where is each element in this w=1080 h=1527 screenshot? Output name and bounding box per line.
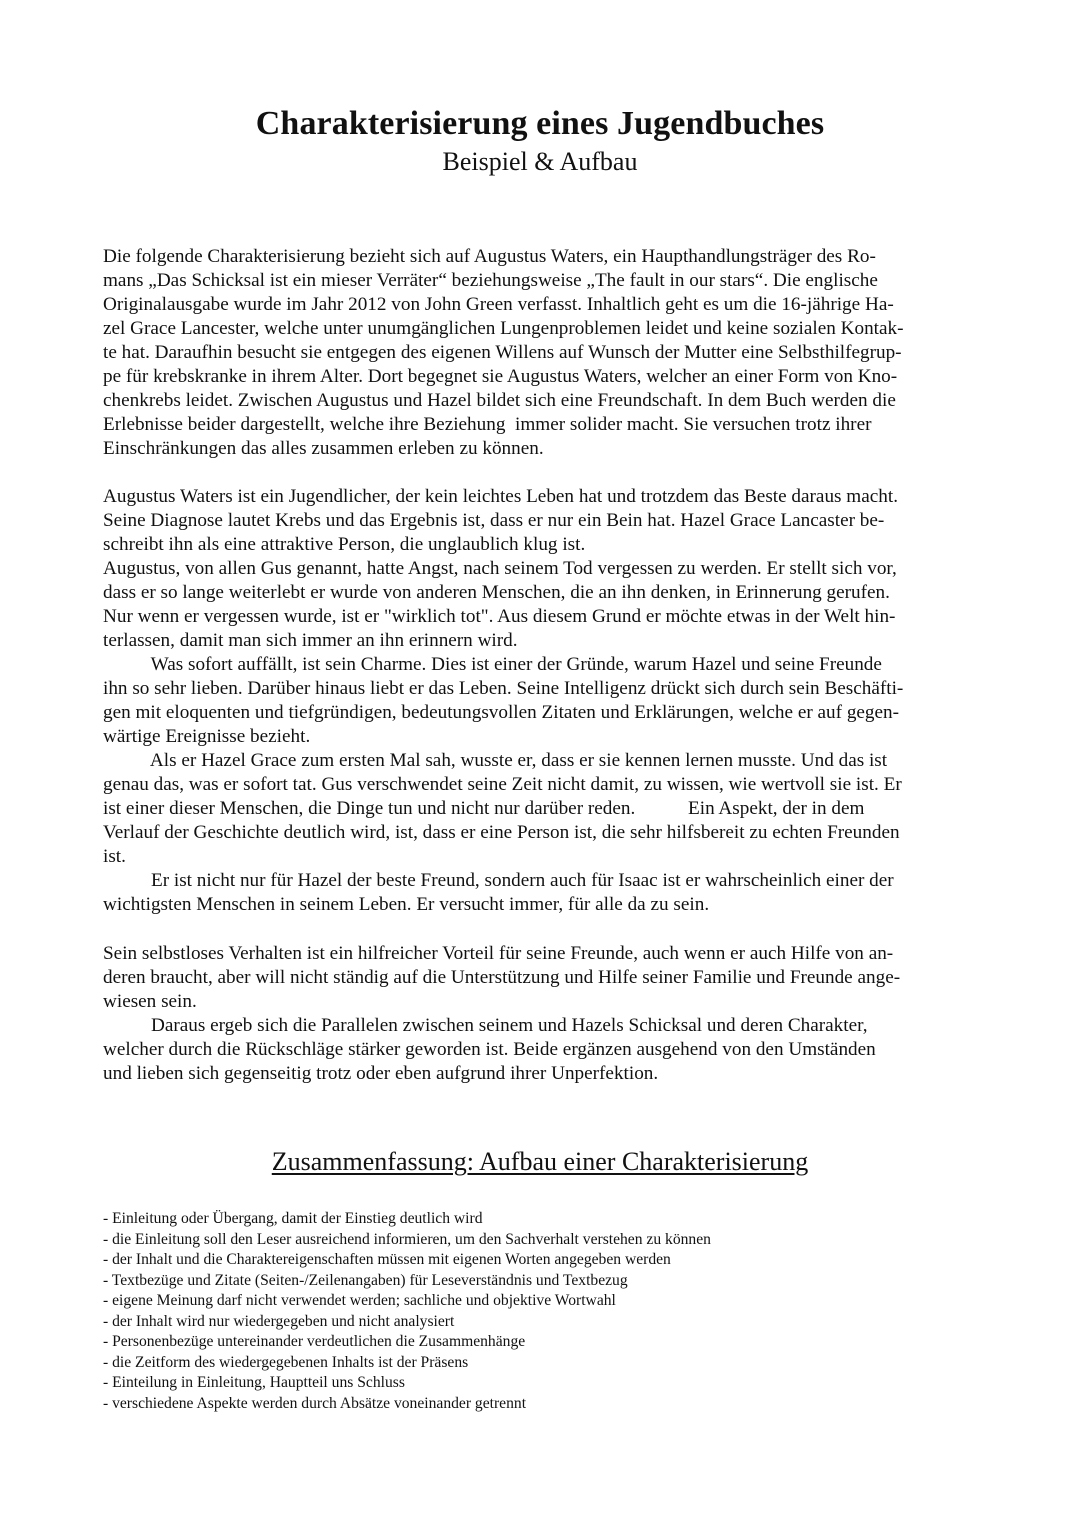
text-line: Erlebnisse beider dargestellt, welche ihre Beziehung immer solider macht. Sie versuchen trotz ihrer xyxy=(103,414,872,435)
text-line: mans „Das Schicksal ist ein mieser Verräter“ beziehungsweise „The fault in our stars“. Die englische xyxy=(103,270,878,291)
text-line: wärtige Ereignisse bezieht. xyxy=(103,726,311,747)
list-item: - eigene Meinung darf nicht verwendet werden; sachliche und objektive Wortwahl xyxy=(103,1292,616,1309)
text-line: zel Grace Lancester, welche unter unumgänglichen Lungenproblemen leidet und keine sozialen Kontak- xyxy=(103,318,904,339)
text-line: te hat. Daraufhin besucht sie entgegen des eigenen Willens auf Wunsch der Mutter eine Selbsthilfegrup- xyxy=(103,342,902,363)
text-line: Seine Diagnose lautet Krebs und das Ergebnis ist, dass er nur ein Bein hat. Hazel Grace Lancaster be- xyxy=(103,510,885,531)
text-line: Nur wenn er vergessen wurde, ist er "wirklich tot". Aus diesem Grund er möchte etwas in der Welt hin- xyxy=(103,606,896,627)
text-line: wiesen sein. xyxy=(103,991,197,1012)
text-line: Was sofort auffällt, ist sein Charme. Dies ist einer der Gründe, warum Hazel und seine Freunde xyxy=(103,654,882,675)
document-title: Charakterisierung eines Jugendbuches xyxy=(255,105,825,142)
text-line: Augustus Waters ist ein Jugendlicher, der kein leichtes Leben hat und trotzdem das Beste daraus macht. xyxy=(103,486,898,507)
list-item: - Einteilung in Einleitung, Hauptteil uns Schluss xyxy=(103,1374,405,1391)
text-line: Originalausgabe wurde im Jahr 2012 von John Green verfasst. Inhaltlich geht es um die 16-jährige Ha- xyxy=(103,294,894,315)
text-line: und lieben sich gegenseitig trotz oder eben aufgrund ihrer Unperfektion. xyxy=(103,1063,659,1084)
summary-heading: Zusammenfassung: Aufbau einer Charakterisierung xyxy=(271,1147,809,1176)
text-line: schreibt ihn als eine attraktive Person, die unglaublich klug ist. xyxy=(103,534,586,555)
list-item: - der Inhalt und die Charaktereigenschaften müssen mit eigenen Worten angegeben werden xyxy=(103,1251,671,1268)
text-line: Verlauf der Geschichte deutlich wird, ist, dass er eine Person ist, die sehr hilfsbereit zu echten Freunden xyxy=(103,822,900,843)
text-line: ist. xyxy=(103,846,126,867)
text-line: genau das, was er sofort tat. Gus verschwendet seine Zeit nicht damit, zu wissen, wie wertvoll sie ist. Er xyxy=(103,774,902,795)
list-item: - verschiedene Aspekte werden durch Absätze voneinander getrennt xyxy=(103,1394,527,1412)
text-line: wichtigsten Menschen in seinem Leben. Er versucht immer, für alle da zu sein. xyxy=(103,894,710,915)
list-item: - die Zeitform des wiedergegebenen Inhalts ist der Präsens xyxy=(103,1353,469,1371)
text-line: ihn so sehr lieben. Darüber hinaus liebt er das Leben. Seine Intelligenz drückt sich durch sein Beschäfti- xyxy=(103,678,904,699)
list-item: - die Einleitung soll den Leser ausreichend informieren, um den Sachverhalt verstehen zu können xyxy=(103,1230,711,1248)
text-line: dass er so lange weiterlebt er wurde von anderen Menschen, die an ihn denken, in Erinnerung gerufen. xyxy=(103,582,890,603)
text-line: Sein selbstloses Verhalten ist ein hilfreicher Vorteil für seine Freunde, auch wenn er auch Hilfe von an- xyxy=(103,943,894,964)
text-line: welcher durch die Rückschläge stärker geworden ist. Beide ergänzen ausgehend von den Umständen xyxy=(103,1039,876,1060)
text-line: Als er Hazel Grace zum ersten Mal sah, wusste er, dass er sie kennen lernen musste. Und das ist xyxy=(103,750,888,771)
document-subtitle: Beispiel & Aufbau xyxy=(442,147,638,176)
text-line: Augustus, von allen Gus genannt, hatte Angst, nach seinem Tod vergessen zu werden. Er stellt sich vor, xyxy=(103,558,897,579)
list-item: - Einleitung oder Übergang, damit der Einstieg deutlich wird xyxy=(103,1210,483,1227)
text-line: Daraus ergeb sich die Parallelen zwischen seinem und Hazels Schicksal und deren Charakter, xyxy=(103,1015,868,1036)
text-line: ist einer dieser Menschen, die Dinge tun und nicht nur darüber reden. Ein Aspekt, der in dem xyxy=(103,798,865,819)
list-item: - Textbezüge und Zitate (Seiten-/Zeilenangaben) für Leseverständnis und Textbezug xyxy=(103,1271,628,1289)
text-line: Er ist nicht nur für Hazel der beste Freund, sondern auch für Isaac ist er wahrscheinlich einer der xyxy=(103,870,894,891)
text-line: Die folgende Charakterisierung bezieht sich auf Augustus Waters, ein Haupthandlungsträger des Ro- xyxy=(103,246,876,267)
text-line: terlassen, damit man sich immer an ihn erinnern wird. xyxy=(103,630,518,651)
list-item: - Personenbezüge untereinander verdeutlichen die Zusammenhänge xyxy=(103,1333,526,1350)
text-line: chenkrebs leidet. Zwischen Augustus und Hazel bildet sich eine Freundschaft. In dem Buch werden die xyxy=(103,390,896,411)
text-line: pe für krebskranke in ihrem Alter. Dort begegnet sie Augustus Waters, welcher an einer Form von Kno- xyxy=(103,366,898,387)
text-line: deren braucht, aber will nicht ständig auf die Unterstützung und Hilfe seiner Familie und Freunde ange- xyxy=(103,967,901,988)
list-item: - der Inhalt wird nur wiedergegeben und nicht analysiert xyxy=(103,1312,455,1330)
text-line: gen mit eloquenten und tiefgründigen, bedeutungsvollen Zitaten und Erklärungen, welche er auf gegen- xyxy=(103,702,900,723)
text-line: Einschränkungen das alles zusammen erleben zu können. xyxy=(103,438,544,459)
